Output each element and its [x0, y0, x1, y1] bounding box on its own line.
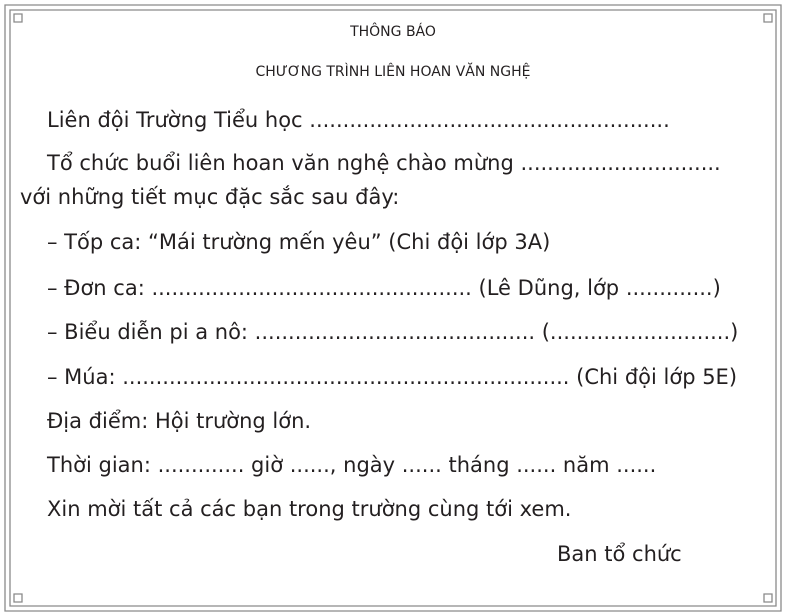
invite-line: Xin mời tất cả các bạn trong trường cùng tới xem. [47, 497, 572, 521]
program-item-dance: – Múa: ................................................................... (Chi đội lớp 5E) [47, 365, 738, 389]
signature: Ban tổ chức [557, 542, 682, 566]
organize-continuation: với những tiết mục đặc sắc sau đây: [20, 185, 400, 209]
notice-subtitle: CHƯƠNG TRÌNH LIÊN HOAN VĂN NGHỆ [255, 64, 531, 80]
school-line: Liên đội Trường Tiểu học ...................................................... [47, 108, 670, 132]
location-line: Địa điểm: Hội trường lớn. [47, 409, 312, 433]
organize-line: Tổ chức buổi liên hoan văn nghệ chào mừng .............................. [47, 151, 721, 175]
program-item-piano: – Biểu diễn pi a nô: .......................................... (...........................) [47, 320, 739, 344]
notice-title: THÔNG BÁO [350, 24, 436, 40]
time-line: Thời gian: ............. giờ ......, ngày ...... tháng ...... năm ...... [47, 453, 657, 477]
program-item-choir: – Tốp ca: “Mái trường mến yêu” (Chi đội lớp 3A) [47, 230, 551, 254]
program-item-solo: – Đơn ca: ................................................ (Lê Dũng, lớp .............) [47, 276, 721, 300]
